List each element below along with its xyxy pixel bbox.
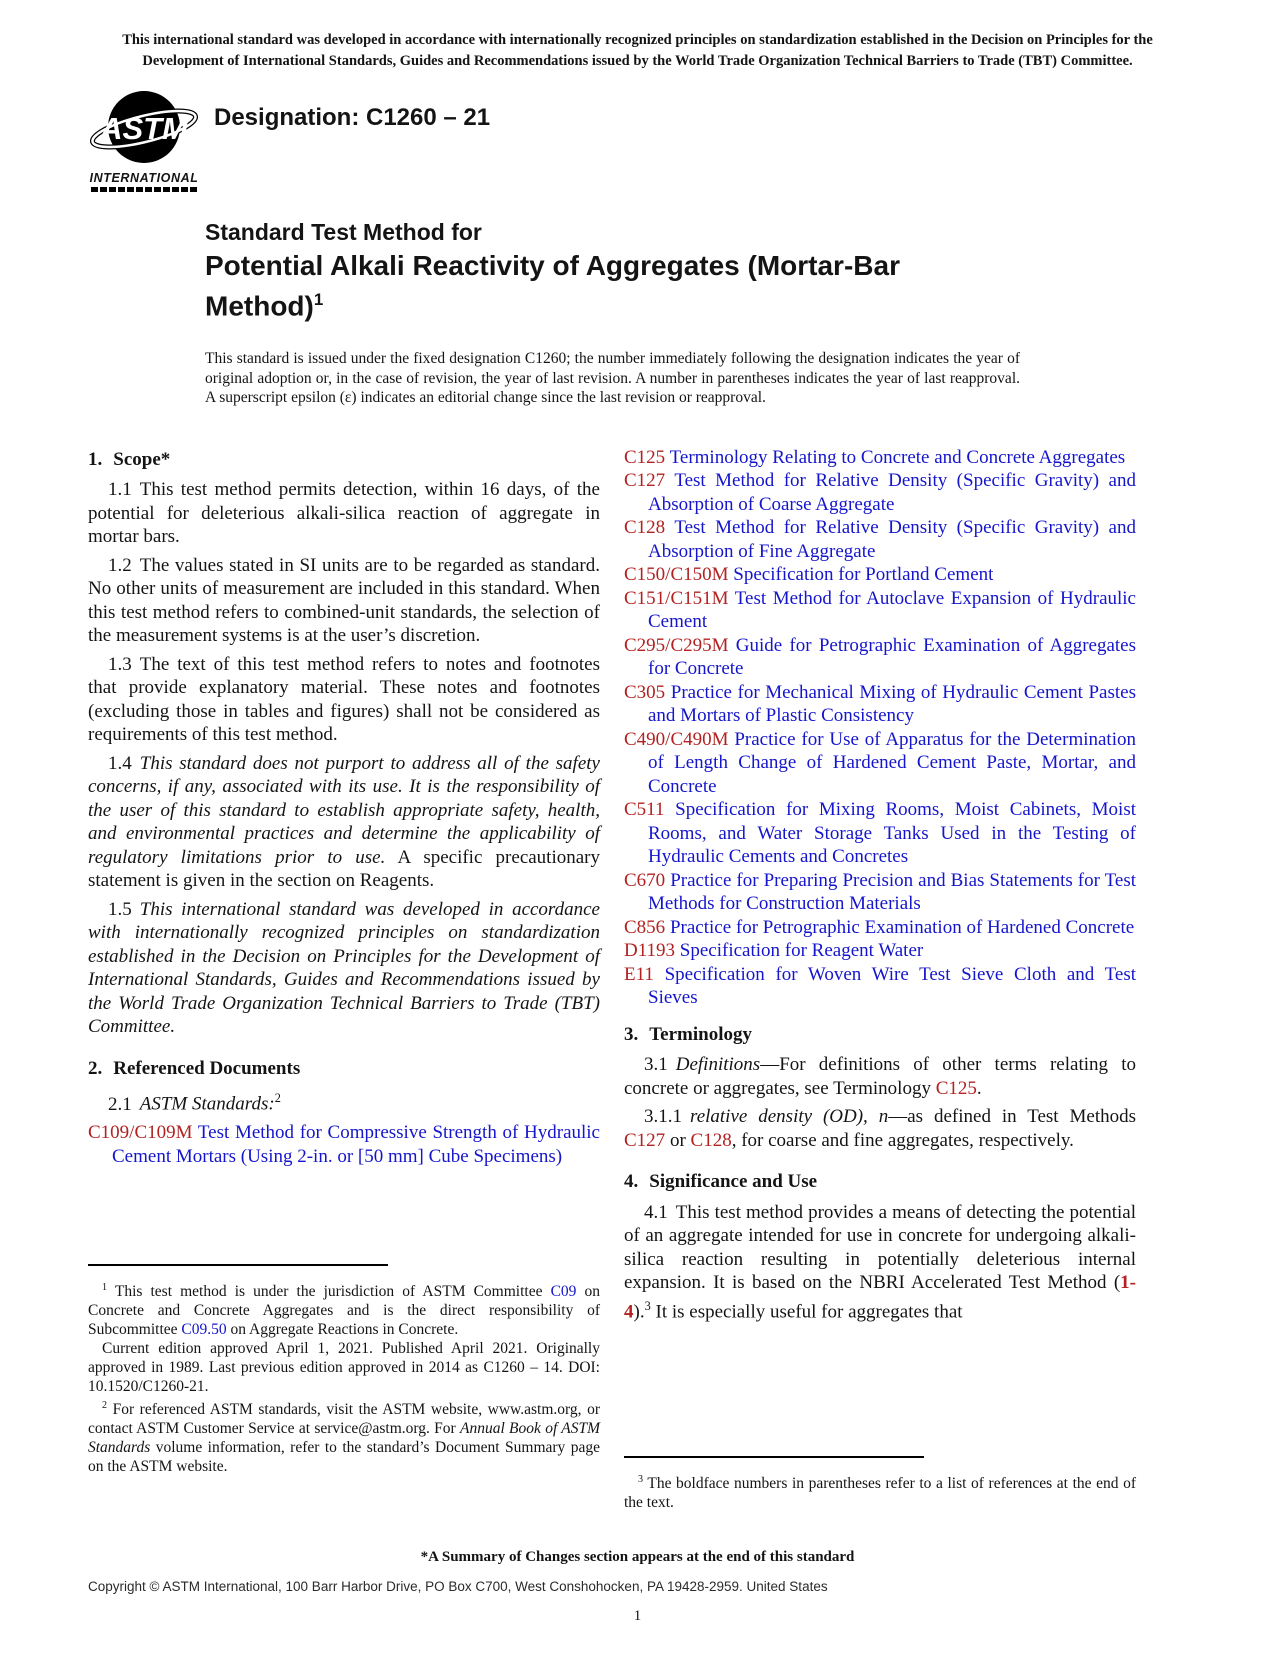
footnote-marker: 2 — [102, 1399, 108, 1411]
reference-item — [624, 869, 1136, 916]
paragraph-number: 4.1 — [644, 1201, 668, 1223]
section-scope-heading — [88, 448, 600, 472]
reference-code-link[interactable]: C670 — [624, 869, 666, 891]
reference-code-link[interactable]: C127 — [624, 1129, 666, 1151]
standard-title-text: Potential Alkali Reactivity of Aggregates (Mortar-Bar Method) — [205, 250, 900, 322]
reference-code-link[interactable]: C490/C490M — [624, 728, 729, 750]
paragraph-number: 1.2 — [108, 554, 132, 576]
footnote-2 — [88, 1396, 600, 1476]
paragraph-text: A specific precautionary statement is given in the section on Reagents. — [88, 846, 601, 892]
footnote-rule — [88, 1264, 388, 1266]
paragraph-text: . — [976, 1077, 982, 1099]
reference-code-link[interactable]: C128 — [690, 1129, 732, 1151]
reference-item — [624, 516, 1136, 563]
paragraph-number: 1.4 — [108, 752, 132, 774]
summary-of-changes-note: *A Summary of Changes section appears at the end of this standard — [420, 1549, 855, 1565]
reference-item — [624, 634, 1136, 681]
scope-paragraph-1-3 — [88, 653, 600, 747]
paragraph-text: This test method permits detection, within 16 days, of the potential for deleterious alkali-silica reaction of aggregate in mortar bars. — [88, 479, 600, 548]
reference-code-link[interactable]: C856 — [624, 916, 666, 938]
literature-reference-link[interactable]: 1-4 — [624, 1272, 1136, 1323]
paragraph-text: It is especially useful for aggregates that — [650, 1301, 963, 1323]
terminology-paragraph-3-1 — [624, 1053, 1136, 1100]
scope-paragraph-1-2 — [88, 554, 600, 648]
logo-barcode — [91, 187, 197, 192]
paragraph-number: 1.5 — [108, 898, 132, 920]
paragraph-number: 1.3 — [108, 653, 132, 675]
scope-paragraph-1-4 — [88, 752, 600, 893]
reference-title-link[interactable]: Guide for Petrographic Examination of Aggregates for Concrete — [648, 634, 1136, 680]
reference-item — [624, 587, 1136, 634]
designation-heading: Designation: C1260 – 21 — [214, 104, 491, 131]
reference-title-link[interactable]: Practice for Preparing Precision and Bias Statements for Test Methods for Construction Materials — [648, 869, 1137, 915]
footnote-text: For referenced ASTM standards, visit the ASTM website, www.astm.org, or contact ASTM Customer Service at service@astm.org. For — [88, 1400, 600, 1437]
reference-code-link[interactable]: C109/C109M — [88, 1122, 193, 1144]
section-title: Terminology — [649, 1023, 752, 1045]
reference-item — [624, 563, 1136, 587]
astm-globe-icon — [88, 88, 200, 168]
reference-code-link[interactable]: C125 — [935, 1077, 977, 1099]
terminology-paragraph-3-1-1 — [624, 1105, 1136, 1152]
paragraph-text: The values stated in SI units are to be regarded as standard. No other units of measurement are included in this standard. When this test method refers to combined-unit standards, the selection of the measurement systems is at the user’s discretion. — [88, 554, 600, 647]
section-terminology-heading — [624, 1023, 1136, 1047]
document-header — [88, 88, 1187, 192]
reference-item — [624, 939, 1136, 963]
reference-title-link[interactable]: Test Method for Autoclave Expansion of Hydraulic Cement — [648, 587, 1136, 633]
reference-code-link[interactable]: E11 — [624, 963, 654, 985]
reference-title-link[interactable]: Test Method for Relative Density (Specific Gravity) and Absorption of Fine Aggregate — [648, 517, 1136, 562]
reference-title-link[interactable]: Terminology Relating to Concrete and Concrete Aggregates — [669, 446, 1126, 468]
paragraph-text: —as defined in Test Methods — [888, 1106, 1136, 1128]
paragraph-text-italic: This standard does not purport to address all of the safety concerns, if any, associated with its use. It is the responsibility of the user of this standard to establish appropriate safety, health, and environmental practices and determine the applicability of regulatory limitations prior to use. — [88, 752, 600, 868]
footnote-text: volume information, refer to the standard’s Document Summary page on the ASTM website. — [88, 1438, 600, 1475]
paragraph-text: ). — [633, 1301, 645, 1323]
logo-international-label: INTERNATIONAL — [89, 171, 199, 185]
term-italic: Definitions — [675, 1054, 761, 1076]
reference-code-link[interactable]: D1193 — [624, 940, 676, 962]
reference-title-link[interactable]: Test Method for Compressive Strength of Hydraulic Cement Mortars (Using 2-in. or [50 mm] Cube Specimens) — [112, 1122, 600, 1167]
paragraph-number: 2.1 — [108, 1093, 132, 1115]
reference-title-link[interactable]: Test Method for Relative Density (Specific Gravity) and Absorption of Coarse Aggregate — [648, 470, 1136, 515]
section-significance-heading — [624, 1170, 1136, 1194]
issued-note: This standard is issued under the fixed designation C1260; the number immediately following the designation indicates the year of original adoption or, in the case of revision, the year of last revision. A number in parentheses indicates the year of last reapproval. A superscript epsilon (ε) indicates an editorial change since the last revision or reapproval. — [205, 350, 1020, 407]
reference-code-link[interactable]: C125 — [624, 446, 666, 468]
reference-code-link[interactable]: C305 — [624, 681, 666, 703]
standard-title-kicker: Standard Test Method for — [205, 219, 482, 245]
section-number: 3. — [624, 1023, 639, 1045]
footnote-marker: 3 — [638, 1473, 644, 1485]
paragraph-number: 3.1.1 — [644, 1106, 682, 1128]
footnote-text: The boldface numbers in parentheses refer to a list of references at the end of the text. — [624, 1474, 1136, 1511]
scope-paragraph-1-5 — [88, 898, 600, 1039]
term-italic: relative density (OD), n — [690, 1106, 889, 1128]
footnote-text: This test method is under the jurisdiction of ASTM Committee — [107, 1282, 551, 1300]
footnote-marker: 3 — [644, 1298, 651, 1313]
reference-title-link[interactable]: Practice for Use of Apparatus for the Determination of Length Change of Hardened Cement Paste, Mortar, and Concrete — [648, 728, 1136, 797]
reference-title-link[interactable]: Specification for Woven Wire Test Sieve Cloth and Test Sieves — [648, 963, 1136, 1009]
section-number: 1. — [88, 448, 103, 470]
footnote-rule — [624, 1456, 924, 1458]
committee-link[interactable]: C09 — [550, 1282, 577, 1300]
reference-code-link[interactable]: C150/C150M — [624, 564, 729, 586]
wto-disclaimer: This international standard was developed in accordance with internationally recognized principles on standardization established in the Decision on Principles for the Development of International Standards, Guides and Recommendations issued by the World Trade Organization Technical Barriers to Trade (TBT) Committee. — [122, 32, 1153, 69]
scope-paragraph-1-1 — [88, 478, 600, 549]
footnote-marker: 1 — [102, 1281, 108, 1293]
paragraph-number: 1.1 — [108, 479, 132, 501]
reference-item — [624, 681, 1136, 728]
section-referenced-documents-heading — [88, 1057, 600, 1081]
copyright-line: Copyright © ASTM International, 100 Barr Harbor Drive, PO Box C700, West Conshohocken, PA 19428-2959. United States — [88, 1579, 828, 1594]
footnote-marker: 2 — [274, 1091, 281, 1106]
title-block — [205, 218, 1275, 323]
reference-code-link[interactable]: C151/C151M — [624, 587, 729, 609]
reference-item — [624, 728, 1136, 799]
reference-item — [624, 963, 1136, 1010]
paragraph-text: —For definitions of other terms relating to concrete or aggregates, see Terminology — [624, 1054, 1136, 1099]
left-column — [88, 446, 600, 1512]
reference-item — [624, 798, 1136, 869]
section-number: 2. — [88, 1057, 103, 1079]
reference-title-link[interactable]: Specification for Reagent Water — [679, 940, 924, 962]
reference-title-link[interactable]: Practice for Mechanical Mixing of Hydraulic Cement Pastes and Mortars of Plastic Consistency — [648, 681, 1136, 727]
footnote-1-edition: Current edition approved April 1, 2021. Published April 2021. Originally approved in 1989. Last previous edition approved in 2014 as C1260 – 14. DOI: 10.1520/C1260-21. — [88, 1339, 600, 1395]
body-columns — [88, 446, 1275, 1512]
footnote-text: on Aggregate Reactions in Concrete. — [226, 1320, 459, 1338]
reference-item — [624, 469, 1136, 516]
astm-logo-text: ASTM — [100, 111, 188, 146]
reference-item — [88, 1121, 600, 1168]
paragraph-text: This test method provides a means of detecting the potential of an aggregate intended for use in concrete for undergoing alkali-silica reaction resulting in potentially deleterious internal expansion. It is based on the NBRI Accelerated Test Method ( — [624, 1201, 1136, 1294]
paragraph-text-italic: This international standard was developed in accordance with internationally recognized principles on standardization established in the Decision on Principles for the Development of International Standards, Guides and Recommendations issued by the World Trade Organization Technical Barriers to Trade (TBT) Committee. — [88, 898, 600, 1038]
paragraph-text: , for coarse and fine aggregates, respectively. — [731, 1129, 1074, 1151]
reference-item — [624, 446, 1136, 470]
section-number: 4. — [624, 1171, 639, 1193]
reference-code-link[interactable]: C295/C295M — [624, 634, 729, 656]
footnote-text: on Concrete and Concrete Aggregates and is the direct responsibility of Subcommittee — [88, 1282, 601, 1338]
reference-item — [624, 916, 1136, 940]
paragraph-text: The text of this test method refers to notes and footnotes that provide explanatory material. These notes and footnotes (excluding those in tables and figures) shall not be considered as requirements of this test method. — [88, 653, 600, 746]
paragraph-text-italic: ASTM Standards: — [139, 1093, 275, 1115]
reference-code-link[interactable]: C128 — [624, 517, 666, 539]
referenced-documents-intro — [88, 1087, 600, 1116]
right-column — [624, 446, 1136, 1512]
section-title: Referenced Documents — [113, 1057, 301, 1079]
reference-code-link[interactable]: C127 — [624, 470, 666, 492]
significance-paragraph-4-1 — [624, 1201, 1136, 1324]
section-title: Scope* — [113, 448, 171, 470]
footnote-text-italic: Annual Book of ASTM Standards — [88, 1419, 601, 1456]
reference-title-link[interactable]: Practice for Petrographic Examination of Hardened Concrete — [669, 916, 1135, 938]
paragraph-text: or — [665, 1129, 691, 1151]
subcommittee-link[interactable]: C09.50 — [181, 1320, 227, 1338]
reference-title-link[interactable]: Specification for Mixing Rooms, Moist Cabinets, Moist Rooms, and Water Storage Tanks Used in the Testing of Hydraulic Cements and Concretes — [648, 799, 1136, 868]
footnote-3 — [624, 1470, 1136, 1512]
reference-code-link[interactable]: C511 — [624, 799, 665, 821]
footnote-1 — [88, 1278, 600, 1339]
section-title: Significance and Use — [649, 1171, 818, 1193]
title-footnote-marker: 1 — [313, 290, 324, 309]
right-footnotes — [624, 1456, 1136, 1512]
left-footnotes — [88, 1264, 600, 1476]
page-number: 1 — [633, 1608, 642, 1624]
paragraph-number: 3.1 — [644, 1054, 668, 1076]
reference-title-link[interactable]: Specification for Portland Cement — [733, 564, 994, 586]
standard-title — [205, 249, 980, 323]
astm-logo — [88, 88, 200, 192]
